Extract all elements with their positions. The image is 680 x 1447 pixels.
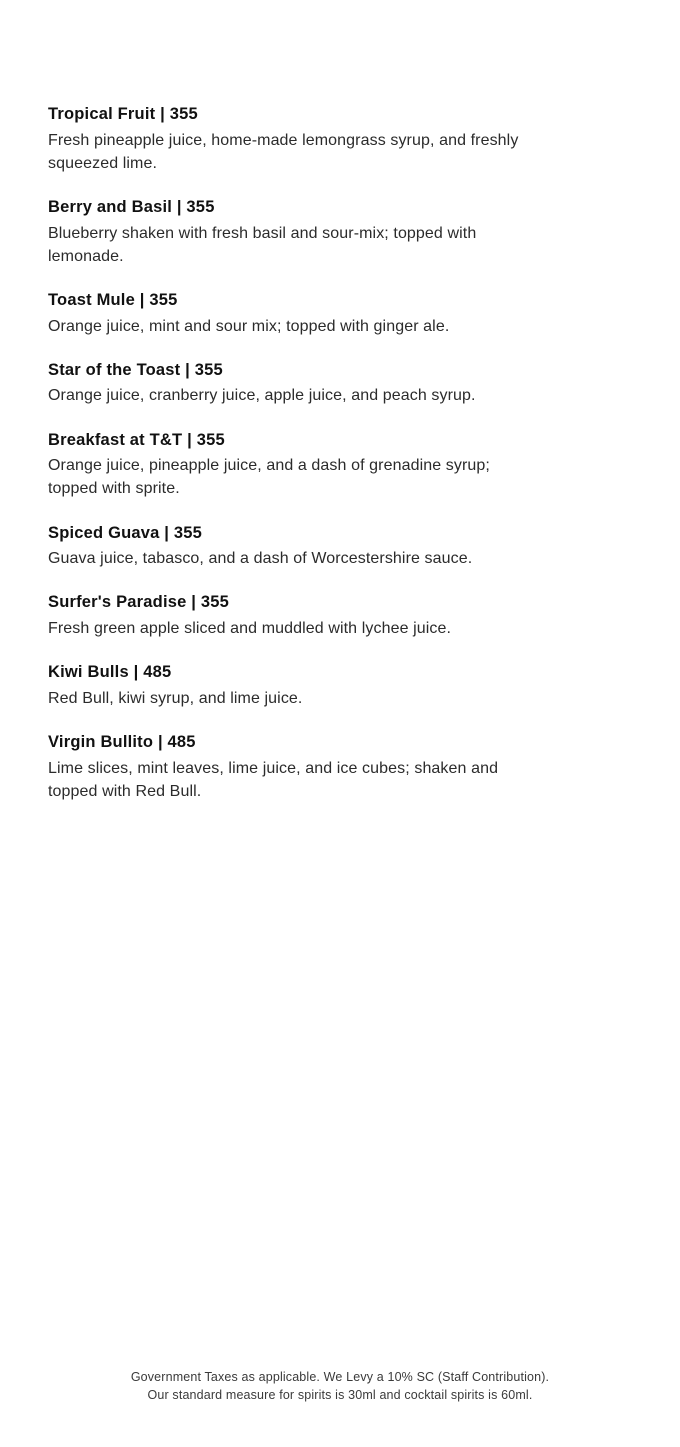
menu-item-title: Breakfast at T&T | 355 [48,430,225,449]
menu-item [48,360,632,408]
menu-item [48,592,632,640]
menu-item-title: Spiced Guava | 355 [48,523,203,542]
menu-item-description: Orange juice, cranberry juice, apple juice, and peach syrup. [48,387,476,405]
menu-item-description: Orange juice, mint and sour mix; topped with ginger ale. [48,317,450,335]
menu-item-description: Red Bull, kiwi syrup, and lime juice. [48,689,303,707]
menu-item-description: Guava juice, tabasco, and a dash of Worcestershire sauce. [48,550,473,568]
menu-item-description: Fresh green apple sliced and muddled with lychee juice. [48,620,452,638]
menu-item-title: Tropical Fruit | 355 [48,105,198,123]
footer-note [0,1368,680,1406]
menu-item [48,290,632,338]
footer-note-line-1: Government Taxes as applicable. We Levy a 10% SC (Staff Contribution). [130,1369,550,1384]
menu-item-title: Surfer's Paradise | 355 [48,593,229,612]
menu-item-title: Toast Mule | 355 [48,291,178,309]
menu-item-title: Virgin Bullito | 485 [48,733,196,752]
footer-note-line-2: Our standard measure for spirits is 30ml and cocktail spirits is 60ml. [147,1388,533,1403]
menu-item [48,523,632,571]
menu-item-description: Fresh pineapple juice, home-made lemongrass syrup, and freshly squeezed lime. [48,131,519,172]
menu-item-description: Blueberry shaken with fresh basil and sour-mix; topped with lemonade. [48,224,477,265]
menu-item [48,430,632,501]
menu-item [48,732,632,803]
menu-item-description: Orange juice, pineapple juice, and a dash of grenadine syrup; topped with sprite. [48,457,490,498]
menu-item [48,197,632,268]
menu-item-title: Star of the Toast | 355 [48,360,223,379]
menu-item-title: Berry and Basil | 355 [48,198,215,216]
menu-item [48,104,632,175]
menu-item-title: Kiwi Bulls | 485 [48,663,172,682]
menu-item-description: Lime slices, mint leaves, lime juice, and ice cubes; shaken and topped with Red Bull. [48,759,499,800]
menu-item [48,662,632,710]
menu-item-list [48,104,632,803]
